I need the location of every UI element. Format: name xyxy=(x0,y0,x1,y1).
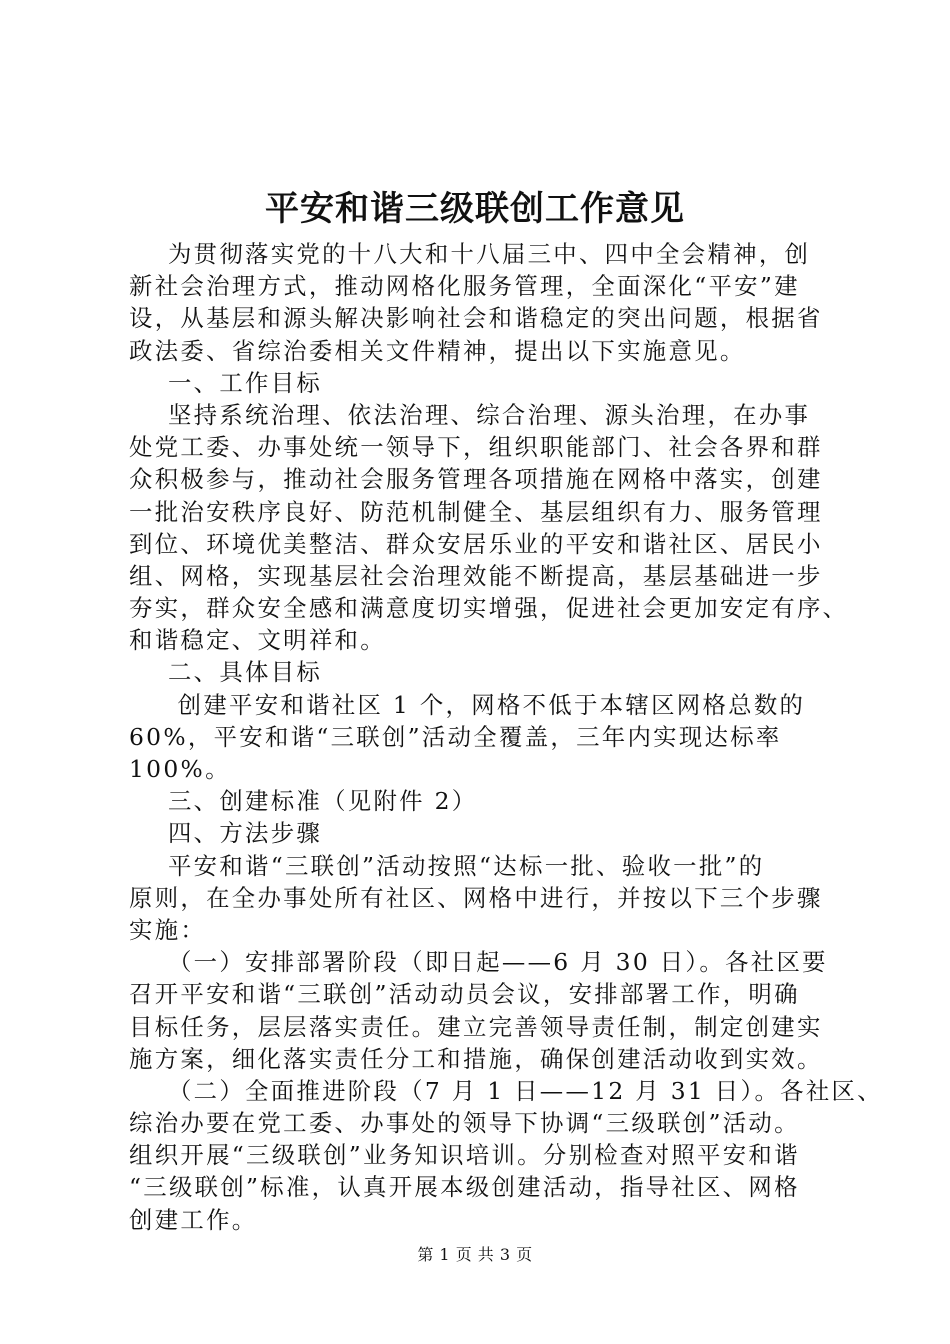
body-line: （二）全面推进阶段（7 月 1 日——12 月 31 日）。各社区、 xyxy=(129,1076,883,1105)
body-line: 设，从基层和源头解决影响社会和谐稳定的突出问题，根据省 xyxy=(129,304,823,333)
body-line: 施方案，细化落实责任分工和措施，确保创建活动收到实效。 xyxy=(129,1044,823,1073)
page-footer: 第 1 页 共 3 页 xyxy=(417,1245,533,1264)
body-line: 100%。 xyxy=(129,755,231,783)
body-line: 一批治安秩序良好、防范机制健全、基层组织有力、服务管理 xyxy=(129,497,823,526)
body-line: 目标任务，层层落实责任。建立完善领导责任制，制定创建实 xyxy=(129,1012,823,1041)
body-line: 到位、环境优美整洁、群众安居乐业的平安和谐社区、居民小 xyxy=(129,529,823,558)
body-line: 为贯彻落实党的十八大和十八届三中、四中全会精神，创 xyxy=(129,240,811,268)
body-line: 二、具体目标 xyxy=(129,658,323,687)
body-line: 处党工委、办事处统一领导下，组织职能部门、社会各界和群 xyxy=(129,433,823,462)
body-line: 综治办要在党工委、办事处的领导下协调“三级联创”活动。 xyxy=(129,1109,800,1138)
body-line: 平安和谐“三联创”活动按照“达标一批、验收一批”的 xyxy=(129,851,765,880)
document-body xyxy=(129,238,883,1236)
body-line: 一、工作目标 xyxy=(129,368,323,397)
body-line: 原则，在全办事处所有社区、网格中进行，并按以下三个步骤 xyxy=(129,883,823,912)
body-line: 新社会治理方式，推动网格化服务管理，全面深化“平安”建 xyxy=(129,272,800,301)
body-line: 组织开展“三级联创”业务知识培训。分别检查对照平安和谐 xyxy=(129,1141,800,1170)
body-line: 创建平安和谐社区 1 个，网格不低于本辖区网格总数的 xyxy=(129,690,806,719)
body-line: 实施： xyxy=(129,915,207,944)
body-line: 组、网格，实现基层社会治理效能不断提高，基层基础进一步 xyxy=(129,561,823,590)
body-line: 召开平安和谐“三联创”活动动员会议，安排部署工作，明确 xyxy=(129,980,800,1009)
body-line: 创建工作。 xyxy=(129,1205,258,1234)
body-line: 众积极参与，推动社会服务管理各项措施在网格中落实，创建 xyxy=(129,465,823,494)
body-line: 四、方法步骤 xyxy=(129,819,323,848)
body-line: 政法委、省综治委相关文件精神，提出以下实施意见。 xyxy=(129,336,746,365)
body-line: 坚持系统治理、依法治理、综合治理、源头治理，在办事 xyxy=(129,400,811,429)
body-line: 60%，平安和谐“三联创”活动全覆盖，三年内实现达标率 xyxy=(129,722,782,751)
body-line: 夯实，群众安全感和满意度切实增强，促进社会更加安定有序、 xyxy=(129,594,849,623)
body-line: 和谐稳定、文明祥和。 xyxy=(129,626,386,655)
body-line: 三、创建标准（见附件 2） xyxy=(129,787,478,816)
body-line: “三级联创”标准，认真开展本级创建活动，指导社区、网格 xyxy=(129,1173,800,1202)
body-line: （一）安排部署阶段（即日起——6 月 30 日）。各社区要 xyxy=(129,948,828,977)
document-title: 平安和谐三级联创工作意见 xyxy=(265,189,685,229)
